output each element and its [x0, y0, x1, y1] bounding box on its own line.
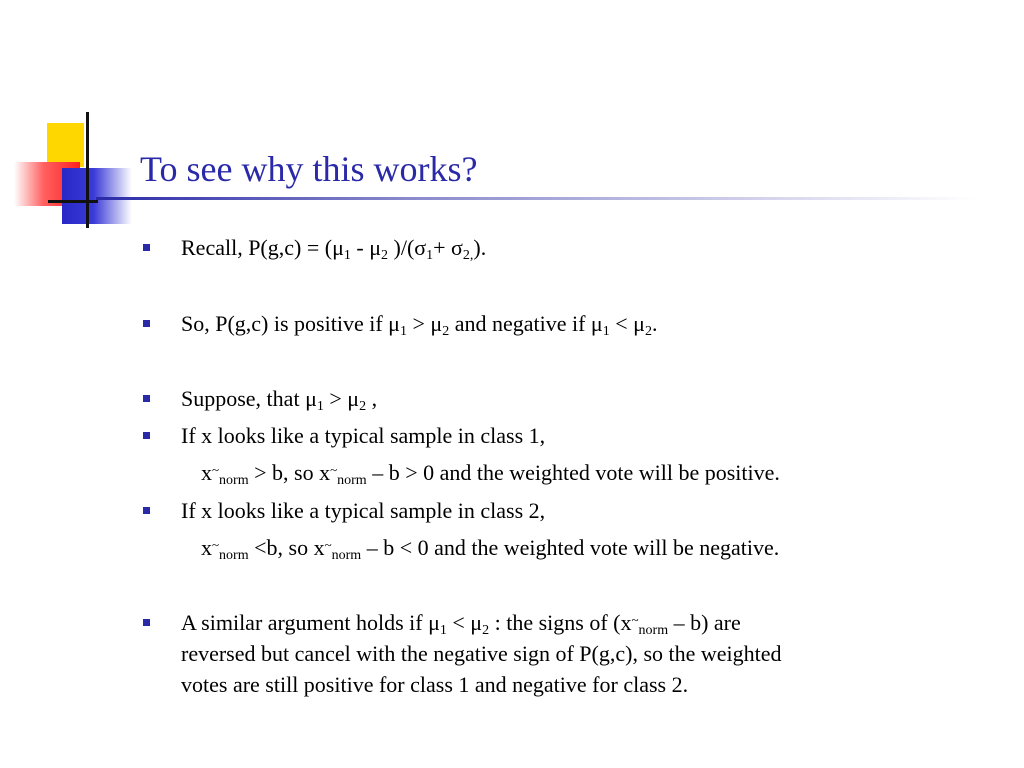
bullet-marker	[143, 507, 150, 514]
bullet-marker	[143, 619, 150, 626]
bullet-similar-argument: A similar argument holds if $\mu_1 < \mu_2$ : the signs of $(x^\sim_{norm} - b)$ are	[181, 610, 741, 638]
bullet-class-2: If x looks like a typical sample in class 2,	[181, 498, 546, 523]
bullet-marker	[143, 320, 150, 327]
bullet-suppose: Suppose, that $\mu_1 > \mu_2$ ,	[181, 386, 378, 414]
class-2-detail: $x^\sim_{norm} <b$, so $x^\sim_{norm} - b < 0$ and the weighted vote will be negative.	[201, 535, 780, 563]
bullet-recall: Recall, $P(g,c) = (\mu_1 - \mu_2$ )$/(\sigma_1+ \sigma_{2,})$.	[181, 235, 487, 263]
class-1-detail: $x^\sim_{norm} > b$, so $x^\sim_{norm} - b > 0$ and the weighted vote will be positive.	[201, 460, 780, 488]
bullet-marker	[143, 244, 150, 251]
title-underline	[96, 197, 976, 200]
decor-vertical-line	[86, 112, 89, 228]
bullet-class-1: If x looks like a typical sample in class 1,	[181, 423, 546, 448]
decor-horizontal-line	[48, 200, 98, 203]
bullet-marker	[143, 432, 150, 439]
similar-argument-line-3: votes are still positive for class 1 and negative for class 2.	[181, 672, 689, 697]
slide-title: To see why this works?	[140, 149, 478, 189]
decor-yellow-square	[47, 123, 84, 167]
decor-blue-square	[62, 168, 132, 224]
bullet-positive-negative: So, P(g,c) is positive if $\mu_1 > \mu_2$ and negative if $\mu_1 < \mu_2$.	[181, 311, 658, 339]
bullet-marker	[143, 395, 150, 402]
similar-argument-line-2: reversed but cancel with the negative sign of P(g,c), so the weighted	[181, 641, 782, 666]
